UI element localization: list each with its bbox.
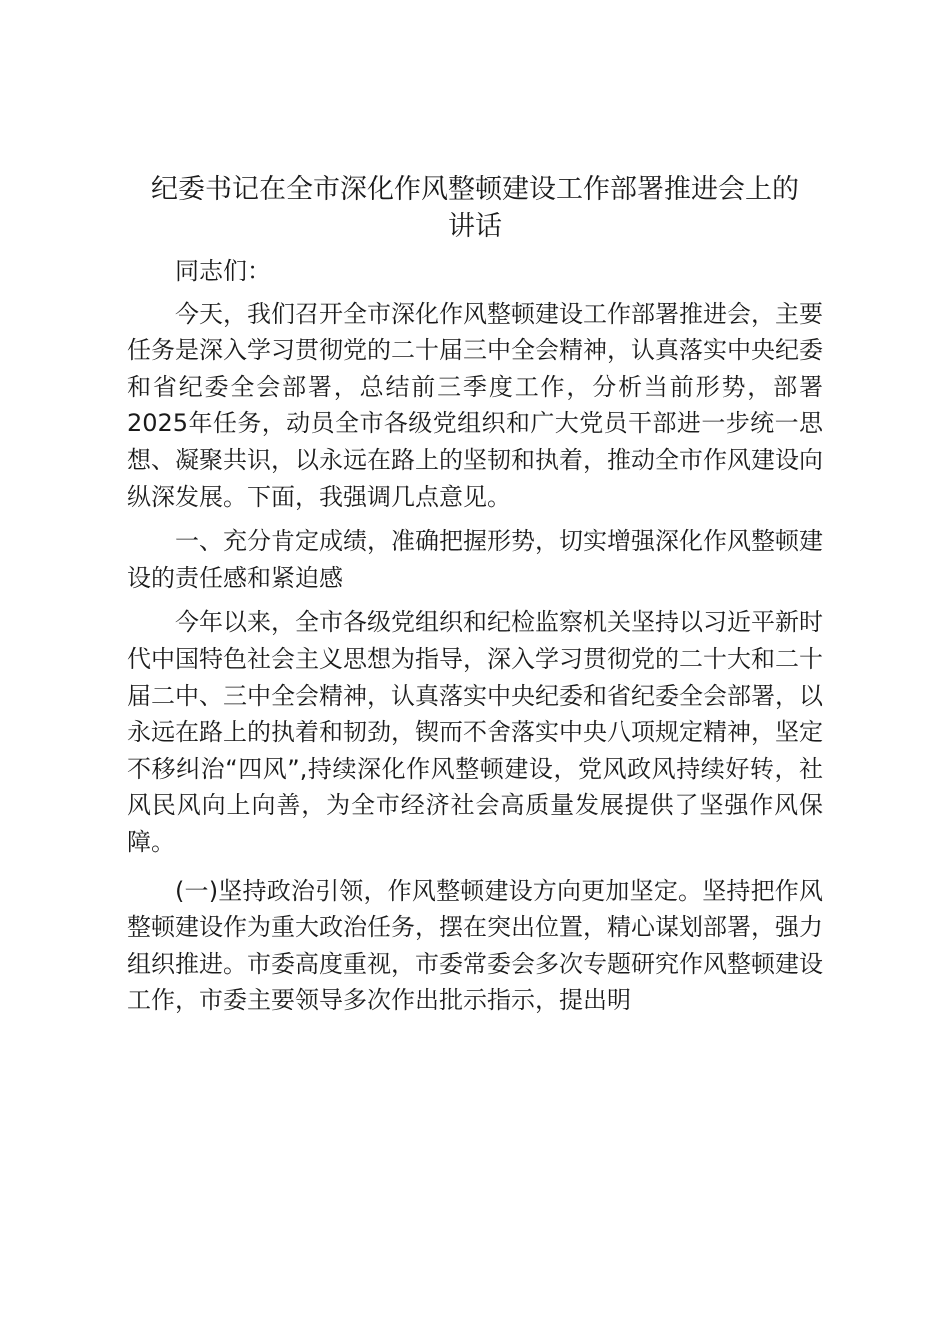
paragraph-intro: 今天，我们召开全市深化作风整顿建设工作部署推进会，主要任务是深入学习贯彻党的二十届三中全会精神，认真落实中央纪委和省纪委全会部署，总结前三季度工作，分析当前形势，部署2025年任务，动员全市各级党组织和广大党员干部进一步统一思想、凝聚共识，以永远在路上的坚韧和执着，推动全市作风建设向纵深发展。下面，我强调几点意见。 — [127, 299, 823, 511]
document-title-line-1: 纪委书记在全市深化作风整顿建设工作部署推进会上的 — [151, 174, 799, 205]
paragraph-achievements: 今年以来，全市各级党组织和纪检监察机关坚持以习近平新时代中国特色社会主义思想为指导，深入学习贯彻党的二十大和二十届二中、三中全会精神，认真落实中央纪委和省纪委全会部署，以永远在路上的执着和韧劲，锲而不舍落实中央八项规定精神，坚定不移纠治“四风”,持续深化作风整顿建设，党风政风持续好转，社风民风向上向善，为全市经济社会高质量发展提供了坚强作风保障。 — [127, 608, 823, 856]
document-title — [127, 171, 823, 245]
paragraph-political-guidance: (一)坚持政治引领，作风整顿建设方向更加坚定。坚持把作风整顿建设作为重大政治任务，摆在突出位置，精心谋划部署，强力组织推进。市委高度重视，市委常委会多次专题研究作风整顿建设工作，市委主要领导多次作出批示指示，提出明 — [127, 876, 823, 1015]
document-page — [127, 171, 823, 1019]
section-heading-1: 一、充分肯定成绩，准确把握形势，切实增强深化作风整顿建设的责任感和紧迫感 — [127, 527, 823, 592]
salutation: 同志们： — [175, 257, 271, 285]
document-title-line-2: 讲话 — [448, 211, 502, 242]
